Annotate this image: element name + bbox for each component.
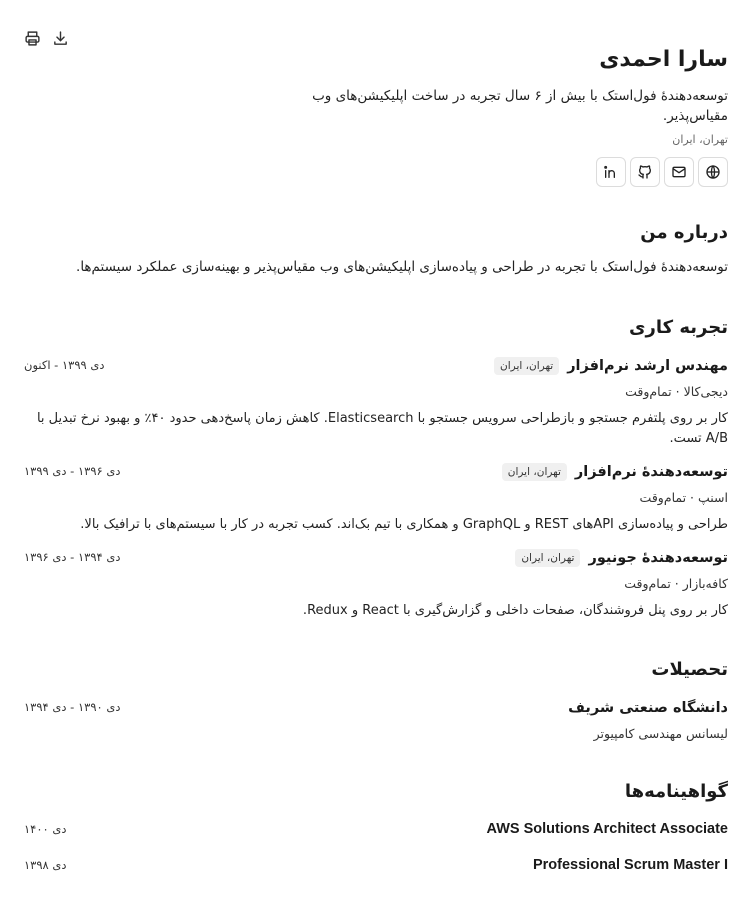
certification-date: دی ۱۳۹۸ xyxy=(24,858,67,872)
email-link[interactable] xyxy=(664,157,694,187)
school-name: دانشگاه صنعتی شریف xyxy=(568,700,728,716)
experience-heading: تجربه کاری xyxy=(629,317,728,338)
location-badge: تهران، ایران xyxy=(502,463,567,481)
education-heading: تحصیلات xyxy=(651,659,728,680)
linkedin-icon xyxy=(603,164,619,180)
job-title: توسعه‌دهندهٔ جونیور xyxy=(588,550,728,566)
social-links xyxy=(24,157,728,187)
job-company: اسنپ · تمام‌وقت xyxy=(639,490,728,505)
education-date: دی ۱۳۹۰ - دی ۱۳۹۴ xyxy=(24,700,121,714)
job-date: دی ۱۳۹۴ - دی ۱۳۹۶ xyxy=(24,550,121,564)
job-title: توسعه‌دهندهٔ نرم‌افزار xyxy=(574,464,728,480)
job-company: دیجی‌کالا · تمام‌وقت xyxy=(625,384,728,399)
github-icon xyxy=(637,164,653,180)
profile-name: سارا احمدی xyxy=(599,47,728,72)
certification-entry xyxy=(24,819,728,839)
resume-content xyxy=(24,44,728,875)
job-description: کار بر روی پنل فروشندگان، صفحات داخلی و گزارش‌گیری با React و Redux. xyxy=(302,603,728,618)
experience-entry xyxy=(24,355,728,449)
job-company: کافه‌بازار · تمام‌وقت xyxy=(624,576,728,591)
mail-icon xyxy=(671,164,687,180)
linkedin-link[interactable] xyxy=(596,157,626,187)
certification-date: دی ۱۴۰۰ xyxy=(24,822,67,836)
degree: لیسانس مهندسی کامپیوتر xyxy=(593,726,728,741)
about-text: توسعه‌دهندهٔ فول‌استک با تجربه در طراحی و پیاده‌سازی اپلیکیشن‌های وب مقیاس‌پذیر و بهینه‌سازی عملکرد سیستم‌ها. xyxy=(76,259,728,275)
profile-location: تهران، ایران xyxy=(672,133,728,146)
github-link[interactable] xyxy=(630,157,660,187)
certification-name: AWS Solutions Architect Associate xyxy=(486,821,728,837)
profile-headline: توسعه‌دهندهٔ فول‌استک با بیش از ۶ سال تجربه در ساخت اپلیکیشن‌های وب مقیاس‌پذیر. xyxy=(312,88,728,124)
location-badge: تهران، ایران xyxy=(515,549,580,567)
certification-entry xyxy=(24,855,728,875)
job-description: کار بر روی پلتفرم جستجو و بازطراحی سرویس جستجو با Elasticsearch. کاهش زمان پاسخ‌دهی حدود ۴۰٪ و بهبود نرخ تبدیل با A/B تست. xyxy=(36,411,728,446)
about-heading: درباره من xyxy=(640,222,728,243)
job-title: مهندس ارشد نرم‌افزار xyxy=(567,358,728,374)
experience-entry xyxy=(24,461,728,535)
job-date: دی ۱۳۹۶ - دی ۱۳۹۹ xyxy=(24,464,121,478)
certifications-heading: گواهینامه‌ها xyxy=(624,781,728,802)
globe-icon xyxy=(705,164,721,180)
website-link[interactable] xyxy=(698,157,728,187)
job-date: دی ۱۳۹۹ - اکنون xyxy=(24,358,105,372)
education-entry xyxy=(24,697,728,743)
experience-entry xyxy=(24,547,728,621)
job-description: طراحی و پیاده‌سازی APIهای REST و GraphQL و همکاری با تیم بک‌اند. کسب تجربه در کار با سیستم‌های با ترافیک بالا. xyxy=(80,517,728,532)
certification-name: Professional Scrum Master I xyxy=(532,857,728,873)
location-badge: تهران، ایران xyxy=(494,357,559,375)
